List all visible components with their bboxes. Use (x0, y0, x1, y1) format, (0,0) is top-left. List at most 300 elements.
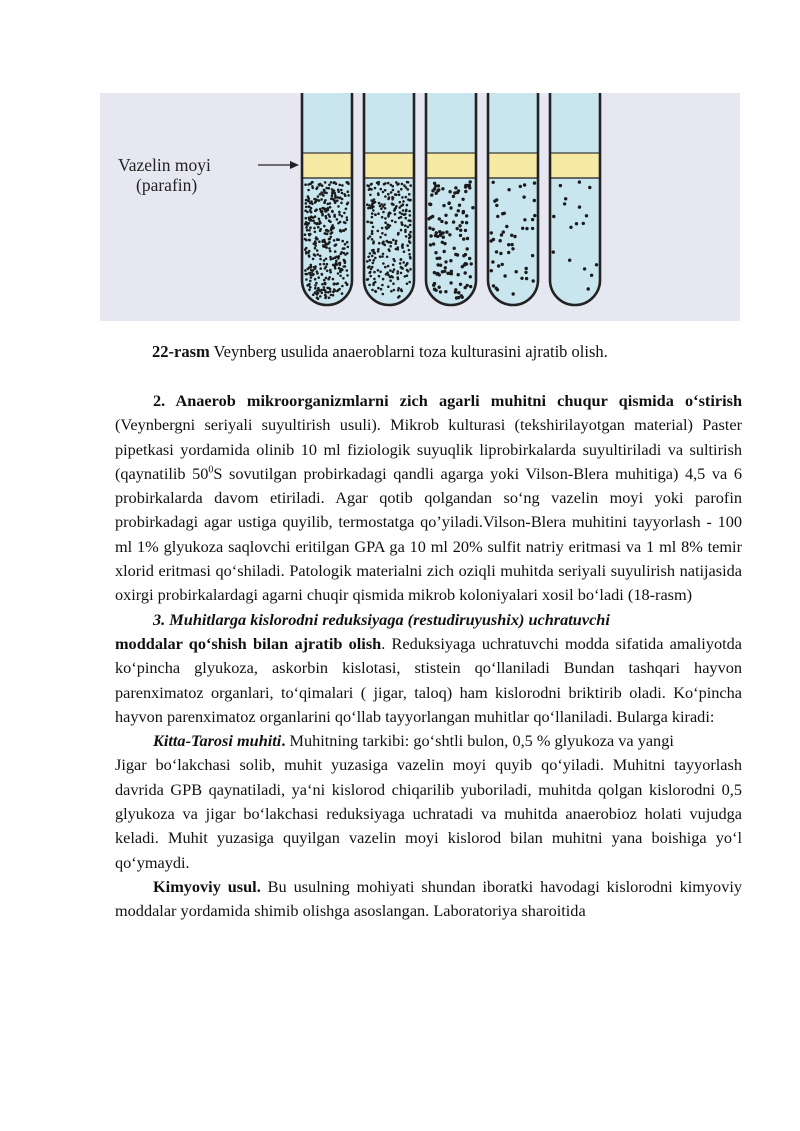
colony-dot (445, 230, 448, 233)
colony-dot (391, 220, 394, 223)
colony-dot (378, 202, 381, 205)
paraffin-layer (364, 153, 414, 178)
colony-dot (501, 263, 504, 266)
colony-dot (305, 202, 308, 205)
colony-dot (464, 190, 467, 193)
paraffin-layer (426, 153, 476, 178)
colony-dot (521, 227, 524, 230)
colony-dot (339, 275, 342, 278)
colony-dot (312, 258, 315, 261)
colony-dot (343, 259, 346, 262)
colony-dot (314, 222, 317, 225)
colony-dot (450, 270, 453, 273)
colony-dot (316, 249, 319, 252)
colony-dot (381, 284, 384, 287)
colony-dot (305, 217, 308, 220)
colony-dot (397, 183, 400, 186)
section-3-heading-bold: moddalar qo‘shish bilan ajratib olish (115, 633, 382, 653)
colony-dot (344, 222, 347, 225)
colony-dot (457, 273, 460, 276)
colony-dot (387, 198, 390, 201)
colony-dot (312, 293, 315, 296)
colony-dot (384, 195, 387, 198)
colony-dot (458, 224, 461, 227)
colony-dot (409, 224, 412, 227)
colony-dot (310, 276, 313, 279)
colony-dot (394, 208, 397, 211)
colony-dot (337, 191, 340, 194)
colony-dot (457, 296, 460, 299)
colony-dot (405, 210, 408, 213)
colony-dot (367, 207, 370, 210)
colony-dot (469, 285, 472, 288)
colony-dot (369, 235, 372, 238)
colony-dot (402, 261, 405, 264)
colony-dot (316, 296, 319, 299)
colony-dot (399, 262, 402, 265)
colony-dot (459, 229, 462, 232)
colony-dot (387, 285, 390, 288)
colony-dot (400, 288, 403, 291)
colony-dot (395, 181, 398, 184)
colony-dot (312, 220, 315, 223)
caption-number: 22-rasm (152, 342, 210, 361)
colony-dot (322, 244, 325, 247)
colony-dot (377, 212, 380, 215)
colony-dot (443, 250, 446, 253)
colony-dot (334, 250, 337, 253)
colony-dot (552, 215, 555, 218)
colony-dot (585, 214, 588, 217)
colony-dot (333, 189, 336, 192)
colony-dot (310, 264, 313, 267)
section-2-body-b: S sovutilgan probirkadagi qandli agarga yoki Vilson-Blera muhitiga) 4,5 va 6 probirkalarda davom etiriladi. Agar qotib qolgandan so‘ng vazelin moyi yoki parofin probirkadagi agar ustiga quyilib, termostatga qo’yiladi.Vilson-Blera muhitini tayyorlash - 100 ml 1% glyukoza saqlovchi eritilgan GPA ga 10 ml 20% sulfit natriy eritmasi va 1 ml 8% temir xlorid eritmasi qo‘shiladi. Patologik materialni zich oziqli muhitda seriyali suyulirish natijasida oxirgi probirkalardagi agarni chuqir qismida mikrob koloniyalari xosil bo‘ladi (18-rasm) (115, 463, 742, 605)
colony-dot (590, 274, 593, 277)
colony-dot (396, 276, 399, 279)
colony-dot (392, 282, 395, 285)
colony-dot (434, 251, 437, 254)
colony-dot (310, 211, 313, 214)
colony-dot (495, 287, 498, 290)
colony-dot (370, 183, 373, 186)
colony-dot (310, 269, 313, 272)
colony-dot (462, 211, 465, 214)
colony-dot (308, 272, 311, 275)
colony-dot (387, 274, 390, 277)
colony-dot (384, 234, 387, 237)
colony-dot (308, 222, 311, 225)
colony-dot (462, 254, 465, 257)
colony-dot (339, 196, 342, 199)
colony-dot (519, 185, 522, 188)
colony-dot (433, 271, 436, 274)
colony-dot (452, 220, 455, 223)
colony-dot (404, 217, 407, 220)
figure-label-line1: Vazelin moyi (118, 155, 211, 175)
colony-dot (369, 275, 372, 278)
colony-dot (405, 196, 408, 199)
colony-dot (368, 204, 371, 207)
colony-dot (329, 271, 332, 274)
colony-dot (343, 212, 346, 215)
colony-dot (407, 226, 410, 229)
colony-dot (323, 201, 326, 204)
colony-dot (319, 208, 322, 211)
colony-dot (442, 236, 445, 239)
colony-dot (409, 256, 412, 259)
colony-dot (336, 218, 339, 221)
colony-dot (315, 237, 318, 240)
colony-dot (408, 281, 411, 284)
colony-dot (321, 283, 324, 286)
colony-dot (340, 230, 343, 233)
colony-dot (377, 269, 380, 272)
colony-dot (324, 232, 327, 235)
colony-dot (329, 256, 332, 259)
colony-dot (453, 247, 456, 250)
colony-dot (461, 296, 464, 299)
colony-dot (325, 266, 328, 269)
colony-dot (370, 221, 373, 224)
colony-dot (471, 206, 474, 209)
colony-dot (318, 240, 321, 243)
colony-dot (436, 235, 439, 238)
colony-dot (333, 215, 336, 218)
colony-dot (334, 265, 337, 268)
colony-dot (317, 276, 320, 279)
colony-dot (499, 252, 502, 255)
colony-dot (314, 210, 317, 213)
colony-dot (495, 250, 498, 253)
colony-dot (389, 224, 392, 227)
colony-dot (502, 230, 505, 233)
colony-dot (515, 270, 518, 273)
colony-dot (401, 196, 404, 199)
colony-dot (400, 258, 403, 261)
kitta-title: Kitta-Tarosi muhiti (153, 731, 282, 751)
colony-dot (312, 273, 315, 276)
colony-dot (343, 252, 346, 255)
colony-dot (373, 271, 376, 274)
colony-dot (403, 184, 406, 187)
colony-dot (382, 293, 385, 296)
colony-dot (490, 239, 493, 242)
colony-dot (436, 257, 439, 260)
colony-dot (464, 229, 467, 232)
colony-dot (374, 213, 377, 216)
colony-dot (328, 238, 331, 241)
colony-dot (447, 202, 450, 205)
colony-dot (308, 233, 311, 236)
colony-dot (382, 211, 385, 214)
colony-dot (522, 195, 525, 198)
colony-dot (431, 215, 434, 218)
colony-dot (316, 186, 319, 189)
colony-dot (336, 199, 339, 202)
colony-dot (325, 229, 328, 232)
colony-dot (465, 262, 468, 265)
colony-dot (377, 230, 380, 233)
colony-dot (469, 275, 472, 278)
colony-dot (328, 187, 331, 190)
colony-dot (346, 219, 349, 222)
paragraph-kimyoviy (115, 875, 742, 924)
colony-dot (373, 201, 376, 204)
colony-dot (559, 184, 562, 187)
colony-dot (347, 202, 350, 205)
colony-dot (314, 265, 317, 268)
colony-dot (391, 196, 394, 199)
colony-dot (306, 211, 309, 214)
colony-dot (304, 233, 307, 236)
colony-dot (468, 257, 471, 260)
colony-dot (308, 229, 311, 232)
colony-dot (428, 226, 431, 229)
colony-dot (393, 268, 396, 271)
colony-dot (445, 221, 448, 224)
colony-dot (437, 188, 440, 191)
colony-dot (444, 266, 447, 269)
colony-dot (380, 207, 383, 210)
colony-dot (305, 221, 308, 224)
colony-dot (344, 228, 347, 231)
colony-dot (466, 237, 469, 240)
colony-dot (392, 239, 395, 242)
colony-dot (405, 235, 408, 238)
colony-dot (444, 214, 447, 217)
colony-dot (409, 219, 412, 222)
colony-dot (326, 270, 329, 273)
colony-dot (389, 245, 392, 248)
colony-dot (341, 292, 344, 295)
colony-dot (382, 278, 385, 281)
colony-dot (368, 284, 371, 287)
colony-dot (377, 192, 380, 195)
colony-dot (372, 242, 375, 245)
colony-dot (449, 281, 452, 284)
colony-dot (334, 194, 337, 197)
colony-dot (389, 212, 392, 215)
colony-dot (330, 236, 333, 239)
colony-dot (409, 199, 412, 202)
colony-dot (366, 260, 369, 263)
colony-dot (378, 181, 381, 184)
colony-dot (454, 253, 457, 256)
colony-dot (438, 230, 441, 233)
colony-dot (325, 258, 328, 261)
colony-dot (306, 273, 309, 276)
colony-dot (374, 257, 377, 260)
colony-dot (329, 290, 332, 293)
colony-dot (408, 210, 411, 213)
colony-dot (381, 255, 384, 258)
colony-dot (399, 201, 402, 204)
colony-dot (311, 203, 314, 206)
colony-dot (335, 283, 338, 286)
colony-dot (401, 243, 404, 246)
paragraph-section-2 (115, 389, 742, 608)
colony-dot (328, 276, 331, 279)
kitta-dot: . (281, 731, 286, 751)
colony-dot (520, 277, 523, 280)
colony-dot (459, 283, 462, 286)
colony-dot (309, 280, 312, 283)
colony-dot (513, 235, 516, 238)
colony-dot (372, 209, 375, 212)
colony-dot (331, 192, 334, 195)
colony-dot (328, 184, 331, 187)
colony-dot (387, 214, 390, 217)
colony-dot (371, 212, 374, 215)
colony-dot (490, 231, 493, 234)
colony-dot (379, 236, 382, 239)
colony-dot (444, 290, 447, 293)
colony-dot (319, 193, 322, 196)
paraffin-layer (550, 153, 600, 178)
colony-dot (452, 195, 455, 198)
colony-dot (346, 284, 349, 287)
section-3-heading-italic: 3. Muhitlarga kislorodni reduksiyaga (restudiruyushix) uchratuvchi (153, 609, 610, 629)
colony-dot (323, 263, 326, 266)
colony-dot (372, 226, 375, 229)
colony-dot (510, 234, 513, 237)
colony-dot (372, 259, 375, 262)
colony-dot (337, 222, 340, 225)
colony-dot (341, 184, 344, 187)
colony-dot (384, 189, 387, 192)
colony-dot (313, 227, 316, 230)
colony-dot (583, 267, 586, 270)
colony-dot (398, 193, 401, 196)
colony-dot (324, 210, 327, 213)
kimyoviy-title: Kimyoviy usul. (153, 876, 261, 896)
colony-dot (397, 289, 400, 292)
colony-dot (384, 217, 387, 220)
colony-dot (338, 213, 341, 216)
colony-dot (380, 203, 383, 206)
colony-dot (505, 225, 508, 228)
colony-dot (441, 270, 444, 273)
test-tubes-illustration (100, 93, 740, 321)
colony-dot (379, 271, 382, 274)
colony-dot (377, 287, 380, 290)
colony-dot (345, 208, 348, 211)
colony-dot (432, 242, 435, 245)
colony-dot (461, 198, 464, 201)
colony-dot (333, 181, 336, 184)
colony-dot (524, 271, 527, 274)
colony-dot (432, 284, 435, 287)
colony-dot (344, 243, 347, 246)
colony-dot (374, 187, 377, 190)
colony-dot (552, 250, 555, 253)
colony-dot (462, 237, 465, 240)
caption-text: Veynberg usulida anaeroblarni toza kulturasini ajratib olish. (209, 342, 608, 361)
colony-dot (331, 224, 334, 227)
colony-dot (392, 203, 395, 206)
colony-dot (397, 296, 400, 299)
colony-dot (310, 215, 313, 218)
colony-dot (314, 240, 317, 243)
colony-dot (428, 202, 431, 205)
colony-dot (380, 288, 383, 291)
colony-dot (407, 188, 410, 191)
colony-dot (406, 204, 409, 207)
colony-dot (383, 203, 386, 206)
colony-dot (324, 243, 327, 246)
colony-dot (533, 181, 536, 184)
colony-dot (408, 237, 411, 240)
colony-dot (409, 268, 412, 271)
colony-dot (337, 205, 340, 208)
colony-dot (406, 263, 409, 266)
colony-dot (525, 267, 528, 270)
colony-dot (507, 188, 510, 191)
paragraph-kitta-body (115, 753, 742, 874)
colony-dot (395, 240, 398, 243)
colony-dot (427, 217, 430, 220)
colony-dot (314, 247, 317, 250)
colony-dot (385, 273, 388, 276)
colony-dot (373, 198, 376, 201)
colony-dot (384, 207, 387, 210)
colony-dot (305, 206, 308, 209)
colony-dot (367, 237, 370, 240)
colony-dot (438, 217, 441, 220)
colony-dot (329, 269, 332, 272)
colony-dot (578, 205, 581, 208)
colony-dot (372, 284, 375, 287)
colony-dot (318, 220, 321, 223)
colony-dot (465, 221, 468, 224)
colony-dot (308, 206, 311, 209)
colony-dot (340, 189, 343, 192)
colony-dot (371, 216, 374, 219)
colony-dot (387, 193, 390, 196)
colony-dot (525, 277, 528, 280)
colony-dot (448, 190, 451, 193)
colony-dot (324, 181, 327, 184)
colony-dot (347, 190, 350, 193)
colony-dot (369, 194, 372, 197)
colony-dot (469, 180, 472, 183)
colony-dot (313, 253, 316, 256)
colony-dot (407, 270, 410, 273)
colony-dot (448, 233, 451, 236)
colony-dot (331, 197, 334, 200)
paraffin-layer (302, 153, 352, 178)
colony-dot (382, 191, 385, 194)
kitta-first-line (115, 729, 742, 753)
colony-dot (328, 241, 331, 244)
colony-dot (466, 247, 469, 250)
colony-dot (408, 253, 411, 256)
colony-dot (339, 184, 342, 187)
colony-dot (321, 291, 324, 294)
colony-dot (378, 242, 381, 245)
colony-dot (468, 186, 471, 189)
colony-dot (587, 287, 590, 290)
colony-dot (309, 226, 312, 229)
colony-dot (465, 214, 468, 217)
colony-dot (533, 199, 536, 202)
colony-dot (464, 185, 467, 188)
colony-dot (321, 273, 324, 276)
colony-dot (582, 222, 585, 225)
colony-dot (429, 234, 432, 237)
colony-dot (381, 232, 384, 235)
colony-dot (324, 215, 327, 218)
